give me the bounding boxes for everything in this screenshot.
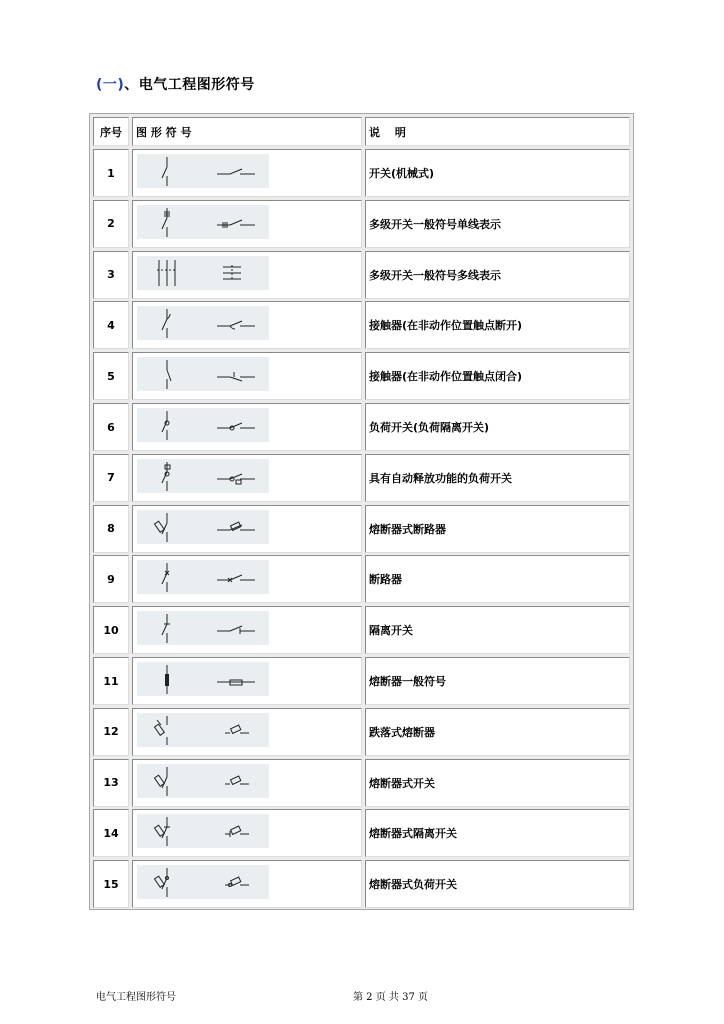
row-number: 7 bbox=[93, 454, 129, 502]
row-symbol bbox=[132, 200, 362, 248]
circuit-breaker-icon bbox=[137, 560, 269, 594]
heading-text: 电气工程图形符号 bbox=[138, 77, 255, 93]
contactor-normally-closed-icon bbox=[137, 357, 269, 391]
mechanical-switch-icon bbox=[137, 154, 269, 188]
row-description: 跌落式熔断器 bbox=[365, 708, 630, 756]
row-description: 多级开关一般符号单线表示 bbox=[365, 200, 630, 248]
row-number: 11 bbox=[93, 657, 129, 705]
table-row bbox=[93, 454, 630, 502]
row-symbol bbox=[132, 708, 362, 756]
header-symbol: 图 形 符 号 bbox=[132, 117, 362, 146]
row-description: 多级开关一般符号多线表示 bbox=[365, 251, 630, 299]
row-symbol bbox=[132, 505, 362, 553]
fuse-circuit-breaker-icon bbox=[137, 510, 269, 544]
header-description: 说 明 bbox=[365, 117, 630, 146]
row-description: 接触器(在非动作位置触点断开) bbox=[365, 301, 630, 349]
row-description: 负荷开关(负荷隔离开关) bbox=[365, 403, 630, 451]
row-symbol bbox=[132, 555, 362, 603]
row-symbol bbox=[132, 149, 362, 197]
row-number: 6 bbox=[93, 403, 129, 451]
row-description: 具有自动释放功能的负荷开关 bbox=[365, 454, 630, 502]
auto-release-load-switch-icon bbox=[137, 459, 269, 493]
row-number: 1 bbox=[93, 149, 129, 197]
table-row bbox=[93, 301, 630, 349]
row-number: 5 bbox=[93, 352, 129, 400]
row-symbol bbox=[132, 251, 362, 299]
row-symbol bbox=[132, 352, 362, 400]
row-number: 8 bbox=[93, 505, 129, 553]
multipole-switch-single-line-icon bbox=[137, 205, 269, 239]
row-description: 熔断器一般符号 bbox=[365, 657, 630, 705]
row-number: 10 bbox=[93, 606, 129, 654]
table-row bbox=[93, 860, 630, 908]
row-symbol bbox=[132, 860, 362, 908]
disconnector-icon bbox=[137, 611, 269, 645]
page-heading bbox=[96, 74, 255, 94]
footer-document-title: 电气工程图形符号 bbox=[96, 992, 176, 1003]
row-description: 接触器(在非动作位置触点闭合) bbox=[365, 352, 630, 400]
row-symbol bbox=[132, 759, 362, 807]
table-row bbox=[93, 352, 630, 400]
load-switch-icon bbox=[137, 408, 269, 442]
row-description: 熔断器式隔离开关 bbox=[365, 809, 630, 857]
fuse-icon bbox=[137, 662, 269, 696]
table-row bbox=[93, 606, 630, 654]
row-description: 熔断器式开关 bbox=[365, 759, 630, 807]
row-number: 3 bbox=[93, 251, 129, 299]
row-symbol bbox=[132, 657, 362, 705]
fuse-load-switch-icon bbox=[137, 865, 269, 899]
table-row bbox=[93, 505, 630, 553]
footer-page-number: 第 2 页 共 37 页 bbox=[353, 992, 428, 1003]
row-number: 13 bbox=[93, 759, 129, 807]
row-number: 9 bbox=[93, 555, 129, 603]
table-row bbox=[93, 809, 630, 857]
drop-out-fuse-icon bbox=[137, 713, 269, 747]
heading-separator: 、 bbox=[124, 77, 139, 93]
row-number: 4 bbox=[93, 301, 129, 349]
table-row bbox=[93, 708, 630, 756]
symbols-table bbox=[89, 113, 634, 910]
row-description: 熔断器式断路器 bbox=[365, 505, 630, 553]
heading-number: (一) bbox=[96, 77, 125, 93]
row-description: 熔断器式负荷开关 bbox=[365, 860, 630, 908]
table-row bbox=[93, 200, 630, 248]
table-row bbox=[93, 555, 630, 603]
table-row bbox=[93, 759, 630, 807]
fuse-switch-icon bbox=[137, 764, 269, 798]
table-row bbox=[93, 149, 630, 197]
row-description: 隔离开关 bbox=[365, 606, 630, 654]
table-row bbox=[93, 251, 630, 299]
row-number: 15 bbox=[93, 860, 129, 908]
row-symbol bbox=[132, 606, 362, 654]
row-description: 断路器 bbox=[365, 555, 630, 603]
row-number: 14 bbox=[93, 809, 129, 857]
row-symbol bbox=[132, 809, 362, 857]
row-symbol bbox=[132, 301, 362, 349]
table-row bbox=[93, 403, 630, 451]
fuse-disconnector-icon bbox=[137, 814, 269, 848]
table-header-row bbox=[93, 117, 630, 146]
row-number: 2 bbox=[93, 200, 129, 248]
row-number: 12 bbox=[93, 708, 129, 756]
row-symbol bbox=[132, 403, 362, 451]
multipole-switch-multi-line-icon bbox=[137, 256, 269, 290]
row-symbol bbox=[132, 454, 362, 502]
contactor-normally-open-icon bbox=[137, 306, 269, 340]
table-row bbox=[93, 657, 630, 705]
row-description: 开关(机械式) bbox=[365, 149, 630, 197]
header-number: 序号 bbox=[93, 117, 129, 146]
